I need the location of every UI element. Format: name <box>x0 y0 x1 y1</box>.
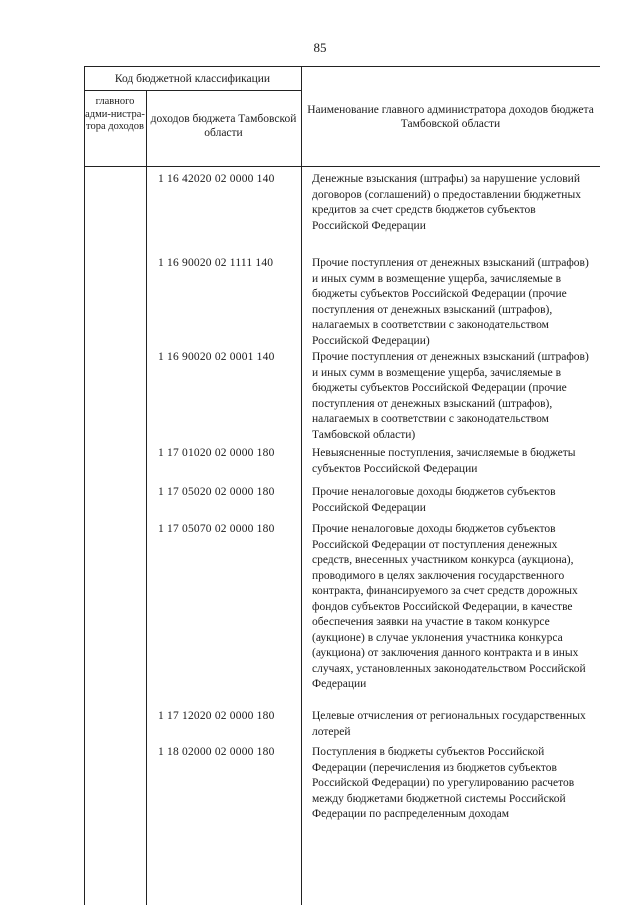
income-code: 1 17 01020 02 0000 180 <box>158 447 275 459</box>
page-number: 85 <box>313 40 327 55</box>
income-description: Прочие поступления от денежных взысканий (штрафов) и иных сумм в возмещение ущерба, зачисляемые в бюджеты субъектов Российской Федерации (прочие поступления от денежных взысканий (штрафов), налагаемых в соответствии с законодательством Российской Федерации) <box>312 257 589 347</box>
income-code: 1 16 90020 02 0001 140 <box>158 351 275 363</box>
income-description: Прочие поступления от денежных взысканий (штрафов) и иных сумм в возмещение ущерба, зачисляемые в бюджеты субъектов Российской Федерации (прочие поступления от денежных взысканий (штрафов), налагаемых в соответствии с законодательством Тамбовской области) <box>312 351 589 441</box>
income-code: 1 16 90020 02 1111 140 <box>158 257 274 269</box>
admin-column-rule <box>146 90 147 905</box>
budget-classification-table <box>84 66 600 905</box>
table-left-rule <box>84 66 85 905</box>
header-admin-column: главного адми-нистра-тора доходов <box>85 96 145 133</box>
name-column-rule <box>301 66 302 905</box>
table-top-rule <box>84 66 600 67</box>
income-description: Денежные взыскания (штрафы) за нарушение условий договоров (соглашений) о предоставлении бюджетных кредитов за счет средств бюджетов субъектов Российской Федерации <box>312 173 581 232</box>
income-code: 1 16 42020 02 0000 140 <box>158 173 275 185</box>
header-income-column: доходов бюджета Тамбовской области <box>150 113 297 139</box>
income-description: Поступления в бюджеты субъектов Российской Федерации (перечисления из бюджетов субъектов Российской Федерации) по урегулированию расчетов между бюджетами бюджетной системы Российской Федерации по распределенным доходам <box>312 746 575 820</box>
header-name-column: Наименование главного администратора доходов бюджета Тамбовской области <box>307 104 594 130</box>
header-code-group: Код бюджетной классификации <box>114 73 271 85</box>
income-code: 1 17 12020 02 0000 180 <box>158 710 275 722</box>
income-description: Прочие неналоговые доходы бюджетов субъектов Российской Федерации от поступления денежных средств, внесенных участником конкурса (аукциона), проводимого в целях заключения государственного контракта, финансируемого за счет средств дорожных фондов субъектов Российской Федерации, в качестве обеспечения заявки на участие в таком конкурсе (аукционе) в случае уклонения участника конкурса (аукциона) от заключения данного контракта и в иных случаях, установленных законодательством Российской Федерации <box>312 523 586 690</box>
header-bottom-rule <box>84 166 600 167</box>
income-code: 1 18 02000 02 0000 180 <box>158 746 275 758</box>
income-description: Целевые отчисления от региональных государственных лотерей <box>312 710 586 738</box>
income-code: 1 17 05020 02 0000 180 <box>158 486 275 498</box>
income-description: Невыясненные поступления, зачисляемые в бюджеты субъектов Российской Федерации <box>312 447 576 475</box>
header-split-rule <box>84 90 301 91</box>
income-description: Прочие неналоговые доходы бюджетов субъектов Российской Федерации <box>312 486 556 514</box>
income-code: 1 17 05070 02 0000 180 <box>158 523 275 535</box>
